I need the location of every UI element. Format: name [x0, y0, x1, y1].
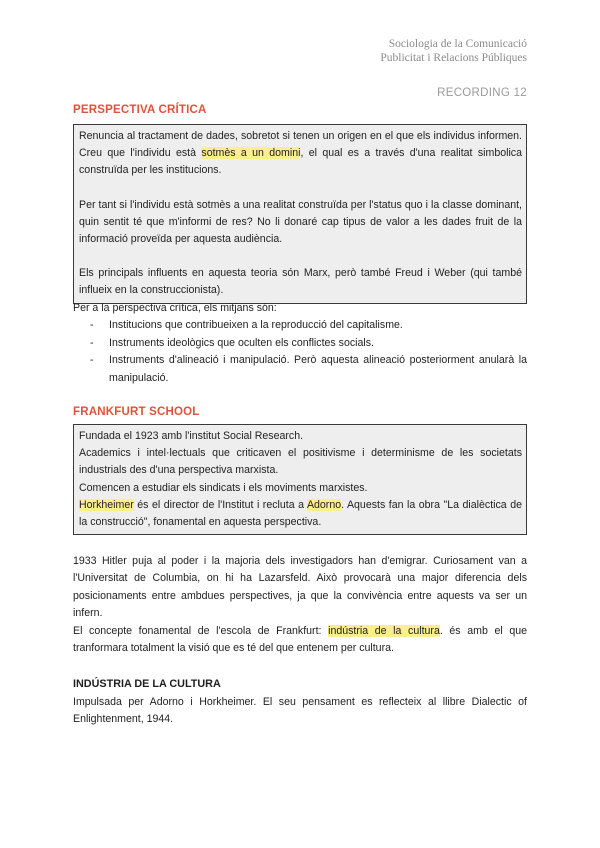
section-title-perspectiva: PERSPECTIVA CRÍTICA	[73, 104, 207, 116]
industria-body	[73, 694, 527, 729]
highlighted-text: sotmès a un domini	[201, 147, 301, 160]
highlighted-text: Horkheimer	[79, 498, 134, 511]
text-run: és el director de l'Institut i recluta a	[133, 498, 307, 511]
text-run: El concepte fonamental de l'escola de Frankfurt:	[73, 624, 329, 637]
box-line: Fundada el 1923 amb l'institut Social Research.	[79, 430, 304, 442]
box-paragraph	[79, 128, 522, 180]
list-item: - Instruments d'alineació i manipulació. Però aquesta alineació posteriorment anularà la manipulació.	[73, 352, 527, 387]
degree-title: Publicitat i Relacions Públiques	[380, 52, 527, 64]
list-intro: Per a la perspectiva crítica, els mitjans són:	[73, 302, 277, 314]
recording-label: RECORDING 12	[437, 87, 527, 99]
box-paragraph: Per tant si l'individu està sotmès a una realitat construïda per l'status quo i la classe dominant, quin sentit té que m'informi de res? No li donaré cap tipus de valor a les dades fruit de la informació proveïda per aquesta audiència.	[79, 198, 522, 246]
media-list-section	[73, 300, 527, 387]
body-paragraph	[73, 623, 527, 658]
course-header	[380, 37, 527, 65]
text-run: . Aquests fan la obra "La dialèctica de la construcció", fonamental en aquesta perspectiva.	[79, 498, 522, 529]
body-paragraph: Impulsada per Adorno i Horkheimer. El seu pensament es reflecteix al llibre Dialectic of Enlightenment, 1944.	[73, 696, 527, 726]
text-run: Renuncia al tractament de dades, sobretot si tenen un origen en el que els individus informen. Creu que l'individu està	[79, 130, 522, 160]
box-paragraph: Els principals influents en aquesta teoria són Marx, però també Freud i Weber (qui també influeix en la construccionista).	[79, 267, 522, 297]
text-run: , el qual es a través d'una realitat simbolica construïda per les institucions.	[79, 147, 523, 177]
course-title: Sociologia de la Comunicació	[388, 38, 527, 50]
highlighted-text: indústria de la cultura	[328, 624, 440, 637]
subsection-title-industria: INDÚSTRIA DE LA CULTURA	[73, 678, 221, 690]
box-line: Comencen a estudiar els sindicats i els moviments marxistes.	[79, 481, 368, 494]
list-item: - Institucions que contribueixen a la reproducció del capitalisme.	[73, 317, 527, 334]
section-title-frankfurt: FRANKFURT SCHOOL	[73, 406, 200, 418]
summary-box-perspectiva	[73, 124, 527, 304]
highlighted-text: Adorno	[306, 498, 342, 511]
text-run: . és amb el que tranformara totalment la visió que es té del que entenem per cultura.	[73, 624, 528, 655]
box-line	[79, 497, 522, 531]
summary-box-frankfurt	[73, 424, 527, 535]
box-line: Academics i intel·lectuals que criticaven el positivisme i determinisme de les societats industrials des d'una perspectiva marxista.	[79, 447, 522, 477]
body-paragraph: 1933 Hitler puja al poder i la majoria dels investigadors han d'emigrar. Curiosament van a l'Universitat de Columbia, on hi ha Lazarsfeld. Això provocarà una major diferencia dels posicionaments entre ambdues perspectives, ja que la convivència entre aquests va ser un infern.	[73, 555, 527, 620]
list-item: - Instruments ideològics que oculten els conflictes socials.	[73, 335, 527, 352]
media-list	[73, 317, 527, 387]
frankfurt-body	[73, 553, 527, 657]
